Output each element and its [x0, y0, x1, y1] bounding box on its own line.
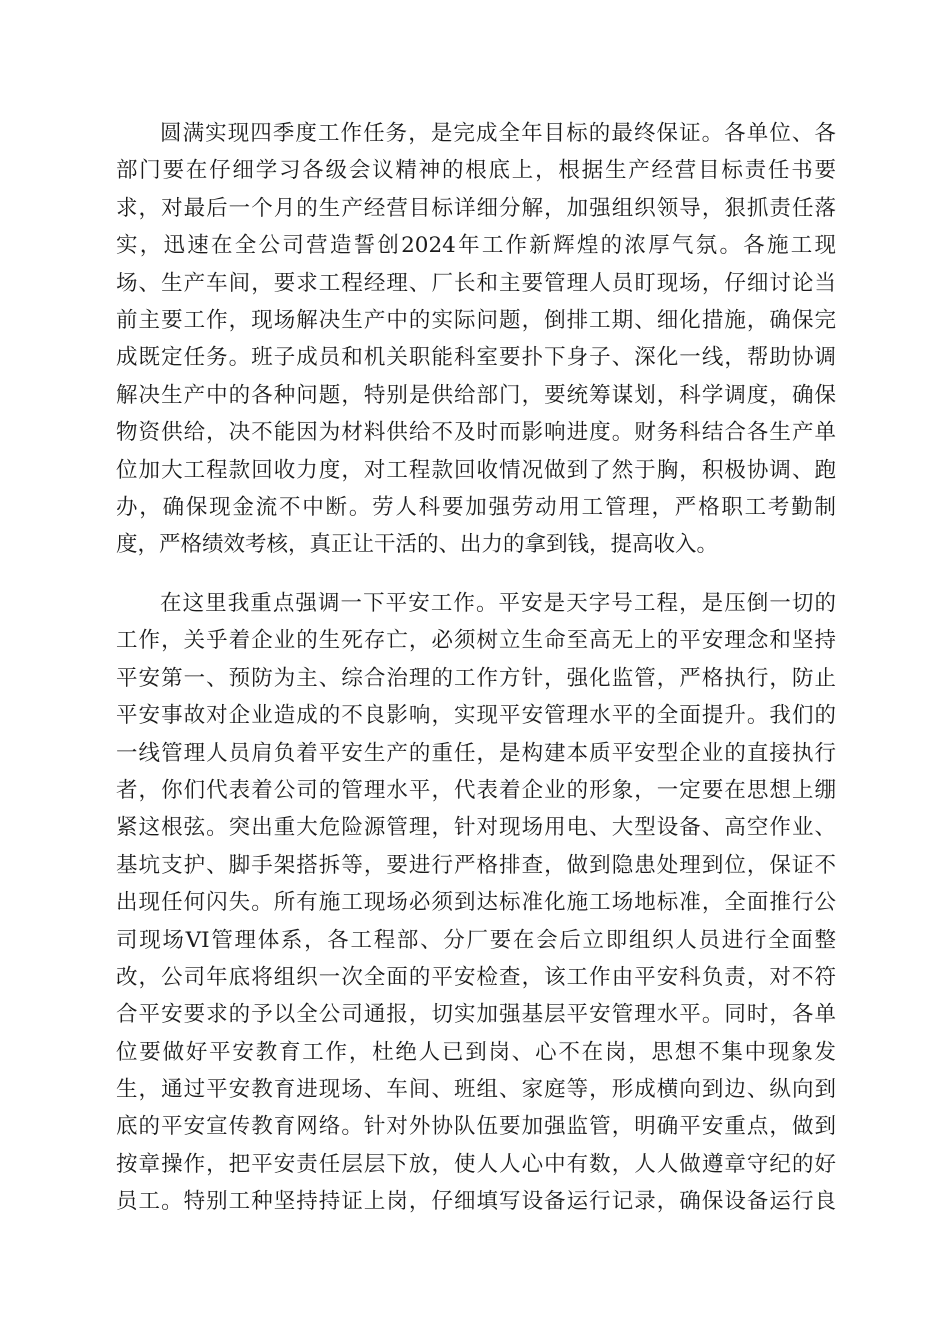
- text-line: 办，确保现金流不中断。劳人科要加强劳动用工管理，严格职工考勤制: [116, 494, 836, 520]
- text-line: 部门要在仔细学习各级会议精神的根底上，根据生产经营目标责任书要: [116, 158, 836, 184]
- paragraph-safety-work: [116, 585, 836, 1221]
- text-line: 出现任何闪失。所有施工现场必须到达标准化施工场地标准，全面推行公: [116, 890, 836, 916]
- text-line: 司现场VI管理体系，各工程部、分厂要在会后立即组织人员进行全面整: [116, 927, 836, 953]
- text-line: 求，对最后一个月的生产经营目标详细分解，加强组织领导，狠抓责任落: [116, 195, 836, 221]
- text-line: 一线管理人员肩负着平安生产的重任，是构建本质平安型企业的直接执行: [116, 740, 836, 766]
- text-line: 位要做好平安教育工作，杜绝人已到岗、心不在岗，思想不集中现象发: [116, 1039, 836, 1065]
- text-line: 合平安要求的予以全公司通报，切实加强基层平安管理水平。同时，各单: [116, 1002, 836, 1028]
- paragraph-q4-targets: [116, 115, 836, 564]
- text-line: 在这里我重点强调一下平安工作。平安是天字号工程，是压倒一切的: [160, 591, 836, 616]
- text-line: 底的平安宣传教育网络。针对外协队伍要加强监管，明确平安重点，做到: [116, 1114, 836, 1140]
- text-line: 改，公司年底将组织一次全面的平安检查，该工作由平安科负责，对不符: [116, 964, 836, 990]
- text-line: 平安第一、预防为主、综合治理的工作方针，强化监管，严格执行，防止: [116, 665, 836, 691]
- text-line: 成既定任务。班子成员和机关职能科室要扑下身子、深化一线，帮助协调: [116, 345, 836, 371]
- text-line: 按章操作，把平安责任层层下放，使人人心中有数，人人做遵章守纪的好: [116, 1151, 836, 1177]
- text-line: 紧这根弦。突出重大危险源管理，针对现场用电、大型设备、高空作业、: [116, 815, 836, 841]
- text-line: 实，迅速在全公司营造誓创2024年工作新辉煌的浓厚气氛。各施工现: [116, 233, 836, 259]
- text-line: 平安事故对企业造成的不良影响，实现平安管理水平的全面提升。我们的: [116, 703, 836, 729]
- text-line: 前主要工作，现场解决生产中的实际问题，倒排工期、细化措施，确保完: [116, 307, 836, 333]
- text-line: 基坑支护、脚手架搭拆等，要进行严格排查，做到隐患处理到位，保证不: [116, 852, 836, 878]
- text-line: 解决生产中的各种问题，特别是供给部门，要统筹谋划，科学调度，确保: [116, 382, 836, 408]
- text-line: 生，通过平安教育进现场、车间、班组、家庭等，形成横向到边、纵向到: [116, 1077, 836, 1103]
- text-line: 圆满实现四季度工作任务，是完成全年目标的最终保证。各单位、各: [160, 121, 836, 146]
- text-line: 物资供给，决不能因为材料供给不及时而影响进度。财务科结合各生产单: [116, 420, 836, 446]
- text-line: 员工。特别工种坚持持证上岗，仔细填写设备运行记录，确保设备运行良: [116, 1189, 836, 1215]
- text-line: 场、生产车间，要求工程经理、厂长和主要管理人员盯现场，仔细讨论当: [116, 270, 836, 296]
- text-line: 位加大工程款回收力度，对工程款回收情况做到了然于胸，积极协调、跑: [116, 457, 836, 483]
- text-line: 度，严格绩效考核，真正让干活的、出力的拿到钱，提高收入。: [116, 532, 719, 558]
- text-line: 工作，关乎着企业的生死存亡，必须树立生命至高无上的平安理念和坚持: [116, 628, 836, 654]
- text-line: 者，你们代表着公司的管理水平，代表着企业的形象，一定要在思想上绷: [116, 777, 836, 803]
